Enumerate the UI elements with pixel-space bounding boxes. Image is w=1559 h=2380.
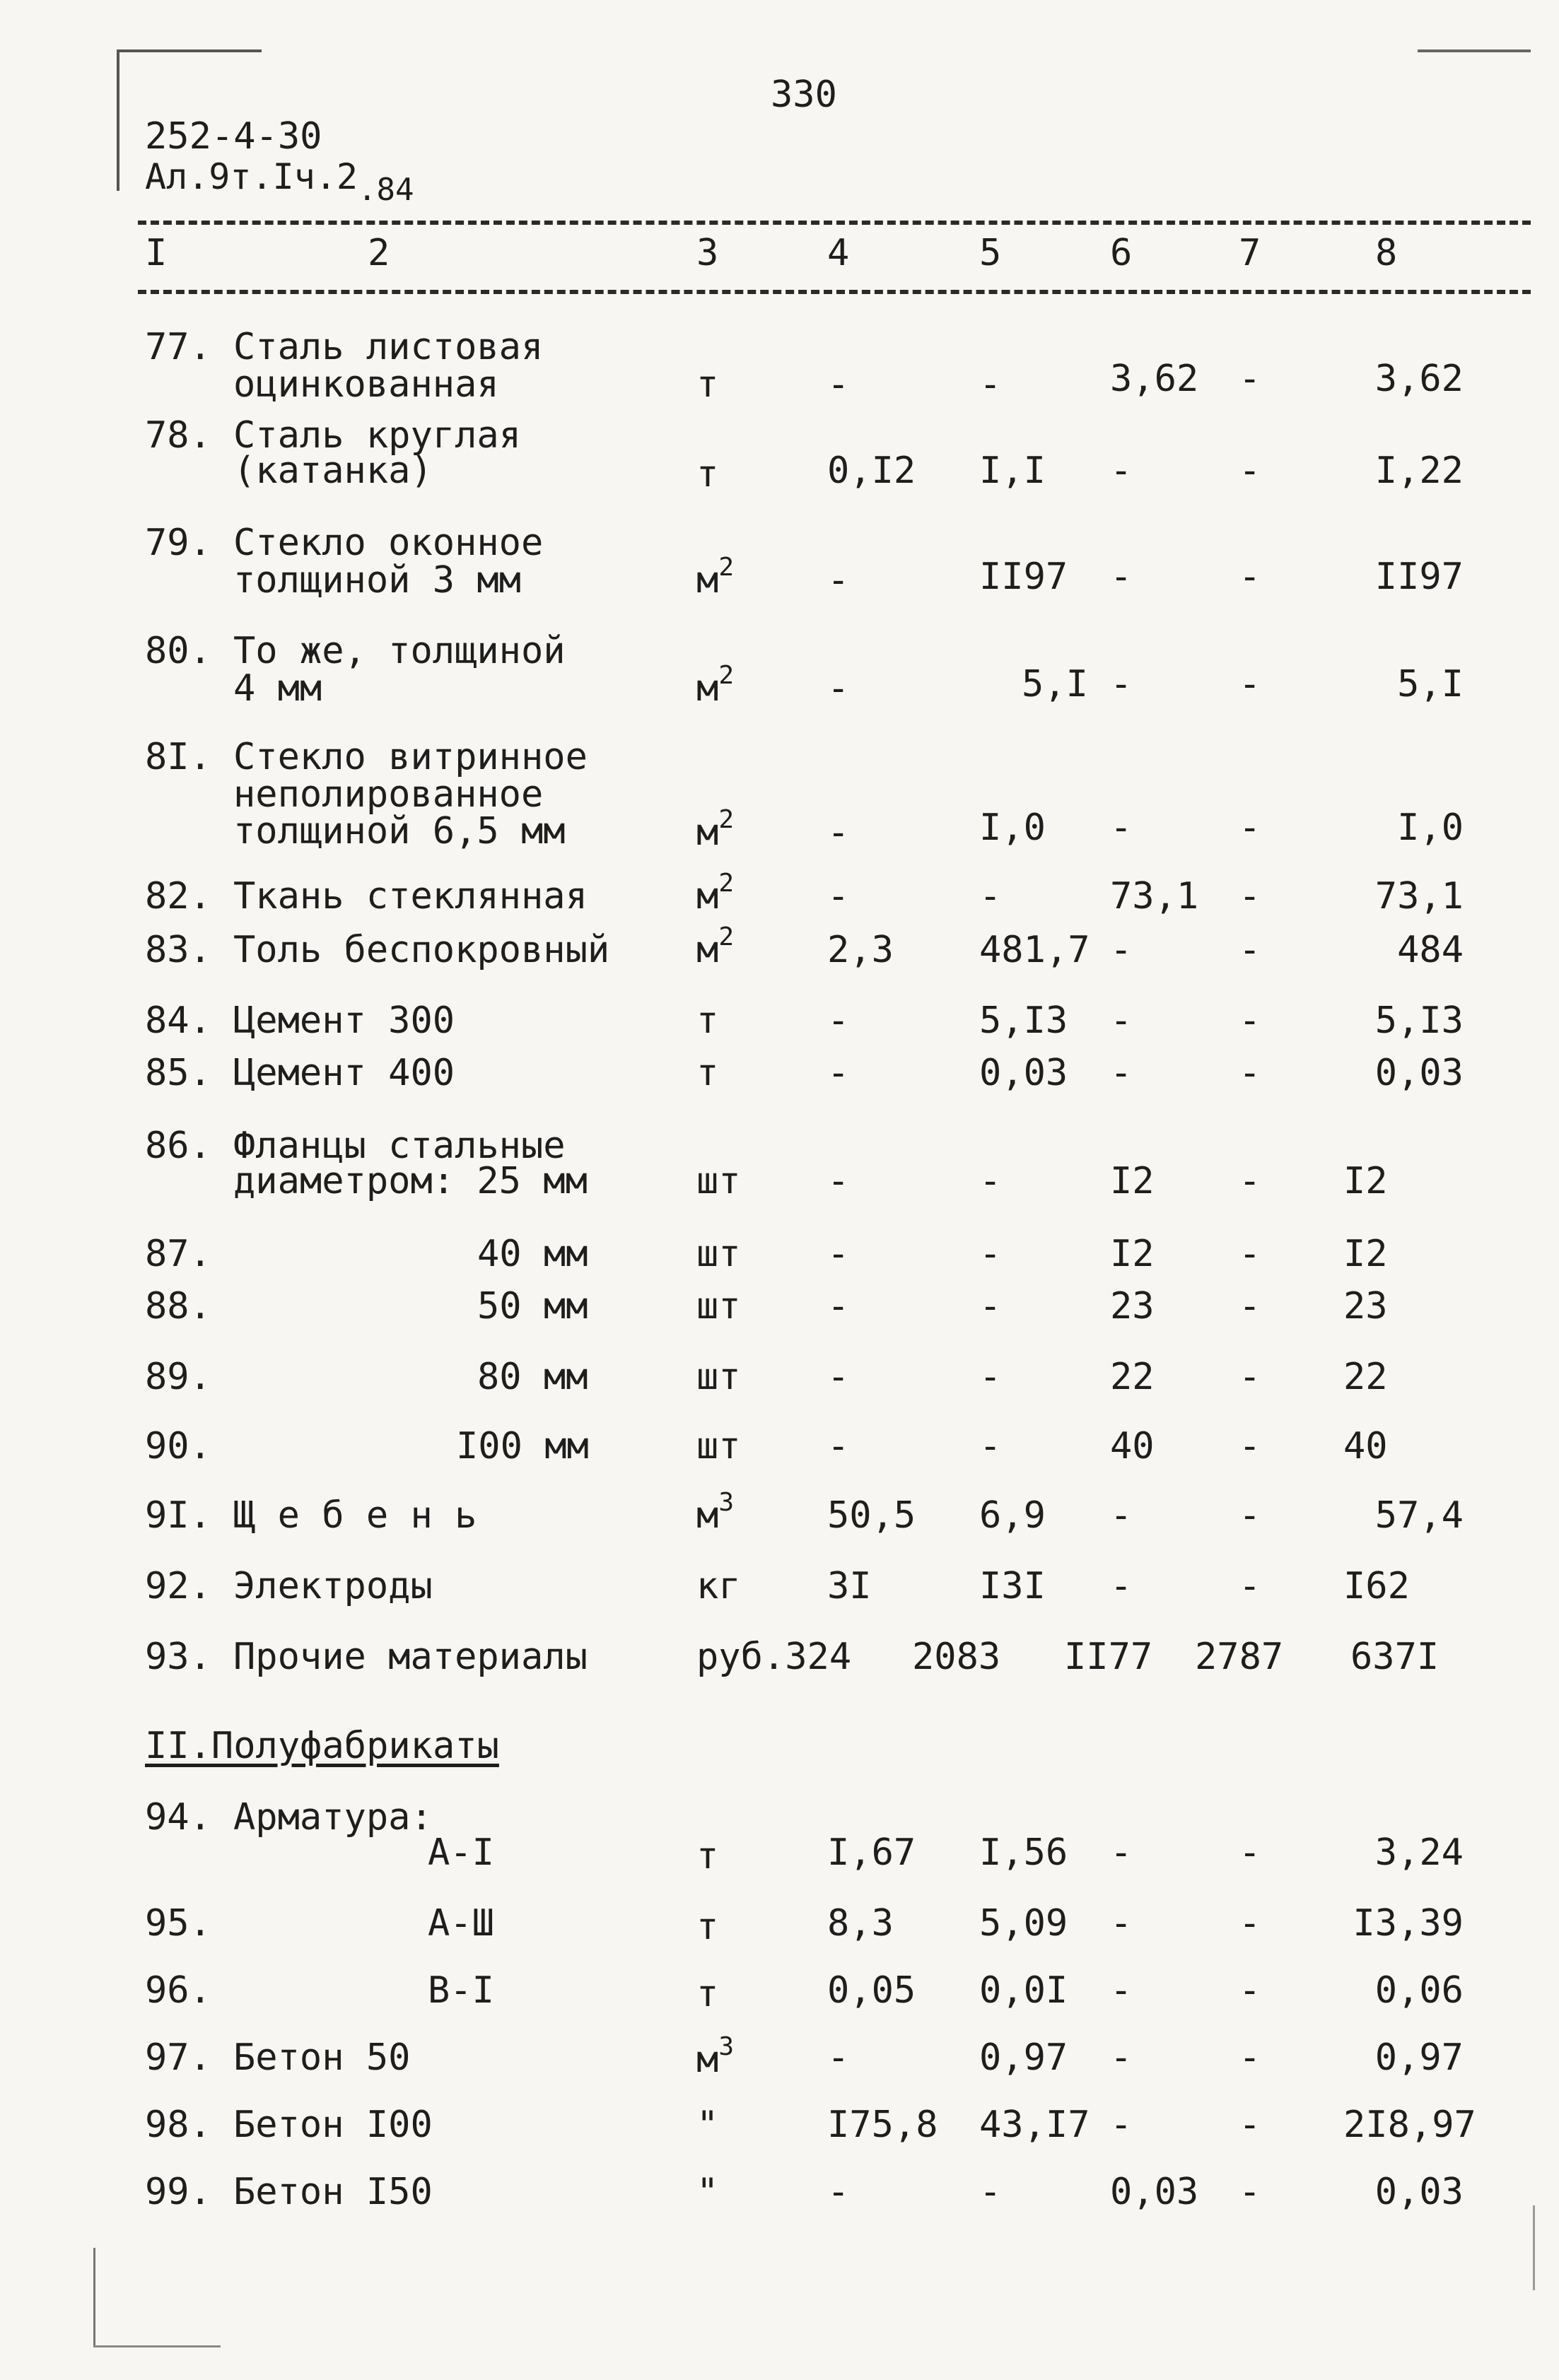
material-name: Бетон I50: [233, 2171, 433, 2213]
value-cell: 481,7: [979, 929, 1090, 971]
total-cell: I,22: [1374, 450, 1464, 492]
value-cell: I,67: [827, 1831, 916, 1874]
value-cell: -: [1239, 556, 1261, 598]
material-name: Толь беспокровный: [233, 929, 610, 971]
value-cell: 8,3: [827, 1902, 894, 1945]
value-cell: -: [1110, 1494, 1133, 1537]
column-header: I: [145, 232, 168, 274]
value-cell: -: [1110, 556, 1133, 598]
value-cell: -: [1110, 1052, 1133, 1094]
value-cell: -: [827, 1160, 850, 1202]
row-number: 85.: [145, 1052, 211, 1094]
unit-base: м: [696, 929, 719, 971]
value-cell: -: [1239, 1356, 1261, 1398]
unit-exponent: 2: [718, 553, 734, 582]
value-cell: -: [1239, 1565, 1261, 1607]
value-cell: -: [979, 1425, 1002, 1467]
table-header-rule: [138, 221, 1531, 225]
unit-base: м: [696, 875, 719, 918]
material-name: То же, толщиной: [233, 630, 566, 672]
material-name: Бетон 50: [233, 2036, 411, 2079]
unit-cell: шт: [696, 1160, 741, 1202]
value-cell: -: [827, 1285, 850, 1327]
value-cell: -: [1239, 807, 1261, 849]
unit-base: м: [696, 667, 719, 710]
value-cell: 0,0I: [979, 1969, 1068, 2012]
page-number: 330: [771, 74, 837, 116]
value-cell: 73,1: [1110, 875, 1199, 918]
value-cell: -: [827, 1233, 850, 1275]
material-name: В-I: [428, 1969, 494, 2012]
material-name: Бетон I00: [233, 2104, 433, 2146]
material-name: Стекло оконное: [233, 522, 544, 564]
value-cell: -: [1239, 2171, 1261, 2213]
total-cell: 5,I: [1397, 663, 1464, 705]
value-cell: -: [1239, 1233, 1261, 1275]
row-number: 82.: [145, 875, 211, 918]
value-cell: 6,9: [979, 1494, 1046, 1537]
value-cell: 0,I2: [827, 450, 916, 492]
material-name: (катанка): [233, 450, 433, 492]
total-cell: 0,03: [1374, 2171, 1464, 2213]
value-cell: 2787: [1195, 1636, 1284, 1678]
unit-cell: [696, 2032, 734, 2082]
column-header: 4: [827, 232, 850, 274]
total-cell: 5,I3: [1374, 1000, 1464, 1042]
total-cell: 0,03: [1374, 1052, 1464, 1094]
unit-cell: т: [696, 1052, 719, 1094]
unit-cell: [696, 553, 734, 603]
column-header: 5: [979, 232, 1002, 274]
total-cell: I,0: [1397, 807, 1464, 849]
total-cell: 3,62: [1374, 358, 1464, 400]
material-name: Щ е б е н ь: [233, 1494, 477, 1537]
unit-cell: т: [696, 363, 719, 406]
value-cell: -: [827, 875, 850, 918]
row-number: 9I.: [145, 1494, 211, 1537]
column-header: 7: [1239, 232, 1261, 274]
value-cell: -: [827, 2036, 850, 2079]
unit-exponent: 2: [718, 922, 734, 951]
unit-cell: ": [696, 2104, 719, 2146]
unit-exponent: 2: [718, 805, 734, 834]
row-number: 93.: [145, 1636, 211, 1678]
value-cell: -: [1239, 2036, 1261, 2079]
row-number: 95.: [145, 1902, 211, 1945]
row-number: 80.: [145, 630, 211, 672]
unit-cell: т: [696, 453, 719, 496]
value-cell: -: [1110, 450, 1133, 492]
value-cell: -: [827, 1000, 850, 1042]
row-number: 78.: [145, 414, 211, 457]
total-cell: 0,06: [1374, 1969, 1464, 2012]
total-cell: 637I: [1350, 1636, 1440, 1678]
total-cell: I2: [1343, 1160, 1388, 1202]
value-cell: 0,97: [979, 2036, 1068, 2079]
total-cell: 2I8,97: [1343, 2104, 1476, 2146]
total-cell: II97: [1374, 556, 1464, 598]
row-number: 94.: [145, 1796, 211, 1839]
value-cell: -: [1110, 663, 1133, 705]
value-cell: 3I: [827, 1565, 872, 1607]
material-name: Арматура:: [233, 1796, 433, 1839]
value-cell: -: [1239, 1052, 1261, 1094]
value-cell: -: [1110, 2036, 1133, 2079]
value-cell: -: [979, 1233, 1002, 1275]
value-cell: -: [1110, 1902, 1133, 1945]
value-cell: -: [827, 2171, 850, 2213]
unit-cell: т: [696, 1906, 719, 1948]
column-header: 8: [1375, 232, 1398, 274]
total-cell: 22: [1343, 1356, 1388, 1398]
row-number: 96.: [145, 1969, 211, 2012]
value-cell: 5,I: [1022, 663, 1088, 705]
unit-base: м: [696, 2039, 719, 2081]
unit-cell: шт: [696, 1425, 741, 1467]
value-cell: -: [827, 1356, 850, 1398]
row-number: 86.: [145, 1125, 211, 1167]
value-cell: I3I: [979, 1565, 1046, 1607]
column-header: 3: [696, 232, 719, 274]
scan-border: [117, 49, 119, 191]
total-cell: I62: [1343, 1565, 1410, 1607]
material-name: Цемент 300: [233, 1000, 455, 1042]
value-cell: -: [827, 1425, 850, 1467]
unit-cell: т: [696, 1000, 719, 1042]
unit-cell: ": [696, 2171, 719, 2213]
value-cell: 2,3: [827, 929, 894, 971]
value-cell: 0,03: [979, 1052, 1068, 1094]
unit-cell: руб.324: [696, 1636, 852, 1678]
scan-border: [1533, 2205, 1535, 2290]
value-cell: -: [827, 667, 850, 710]
material-name: Прочие материалы: [233, 1636, 588, 1678]
material-name: толщиной 6,5 мм: [233, 810, 566, 852]
value-cell: I2: [1110, 1160, 1155, 1202]
material-name: неполированное: [233, 773, 544, 816]
unit-cell: [696, 1488, 734, 1538]
total-cell: 40: [1343, 1425, 1388, 1467]
value-cell: 22: [1110, 1356, 1155, 1398]
value-cell: -: [1110, 1831, 1133, 1874]
value-cell: -: [1110, 2104, 1133, 2146]
value-cell: -: [827, 1052, 850, 1094]
material-name: Фланцы стальные: [233, 1125, 566, 1167]
document-code: 252-4-30: [145, 115, 322, 158]
value-cell: -: [1110, 1565, 1133, 1607]
unit-cell: [696, 805, 734, 855]
row-number: 89.: [145, 1356, 211, 1398]
column-header: 2: [368, 232, 390, 274]
row-number: 97.: [145, 2036, 211, 2079]
value-cell: -: [1239, 1160, 1261, 1202]
value-cell: -: [827, 811, 850, 854]
value-cell: I,0: [979, 807, 1046, 849]
value-cell: I,56: [979, 1831, 1068, 1874]
value-cell: 50,5: [827, 1494, 916, 1537]
value-cell: -: [1239, 875, 1261, 918]
value-cell: 40: [1110, 1425, 1155, 1467]
row-number: 92.: [145, 1565, 211, 1607]
value-cell: I75,8: [827, 2104, 938, 2146]
value-cell: -: [1110, 807, 1133, 849]
total-cell: 484: [1397, 929, 1464, 971]
value-cell: 0,03: [1110, 2171, 1199, 2213]
value-cell: II77: [1064, 1636, 1153, 1678]
scan-border: [1418, 49, 1531, 52]
unit-cell: шт: [696, 1233, 741, 1275]
unit-cell: т: [696, 1973, 719, 2015]
material-name: 80 мм: [477, 1356, 588, 1398]
value-cell: 0,05: [827, 1969, 916, 2012]
unit-cell: [696, 661, 734, 711]
value-cell: 3,62: [1110, 358, 1199, 400]
table-header-rule: [138, 290, 1531, 294]
material-name: Цемент 400: [233, 1052, 455, 1094]
material-name: 4 мм: [233, 667, 322, 710]
row-number: 99.: [145, 2171, 211, 2213]
row-number: 8I.: [145, 736, 211, 778]
value-cell: -: [979, 1160, 1002, 1202]
unit-cell: [696, 922, 734, 973]
unit-cell: т: [696, 1835, 719, 1877]
total-cell: 23: [1343, 1285, 1388, 1327]
value-cell: 5,09: [979, 1902, 1068, 1945]
value-cell: I,I: [979, 450, 1046, 492]
value-cell: -: [1239, 2104, 1261, 2146]
material-name: А-I: [428, 1831, 494, 1874]
value-cell: -: [1239, 1831, 1261, 1874]
value-cell: -: [1110, 1000, 1133, 1042]
value-cell: -: [1239, 358, 1261, 400]
value-cell: -: [979, 363, 1002, 406]
row-number: 88.: [145, 1285, 211, 1327]
value-cell: -: [1239, 1000, 1261, 1042]
document-subcode-suffix: .84: [358, 172, 414, 208]
total-cell: 0,97: [1374, 2036, 1464, 2079]
scan-border: [117, 49, 262, 52]
value-cell: -: [827, 559, 850, 602]
value-cell: 5,I3: [979, 1000, 1068, 1042]
total-cell: 73,1: [1374, 875, 1464, 918]
value-cell: -: [1110, 1969, 1133, 2012]
unit-cell: шт: [696, 1285, 741, 1327]
unit-exponent: 3: [718, 2032, 734, 2061]
unit-cell: [696, 869, 734, 919]
unit-exponent: 3: [718, 1488, 734, 1517]
unit-exponent: 2: [718, 661, 734, 690]
total-cell: I3,39: [1353, 1902, 1464, 1945]
row-number: 84.: [145, 1000, 211, 1042]
value-cell: -: [979, 875, 1002, 918]
row-number: 79.: [145, 522, 211, 564]
material-name: Электроды: [233, 1565, 433, 1607]
section-title: II.Полуфабрикаты: [145, 1725, 499, 1767]
row-number: 98.: [145, 2104, 211, 2146]
material-name: Стекло витринное: [233, 736, 588, 778]
value-cell: 23: [1110, 1285, 1155, 1327]
row-number: 87.: [145, 1233, 211, 1275]
document-subcode: [145, 156, 414, 208]
value-cell: -: [1239, 1494, 1261, 1537]
unit-base: м: [696, 559, 719, 602]
value-cell: -: [979, 1285, 1002, 1327]
value-cell: -: [1239, 1902, 1261, 1945]
total-cell: 3,24: [1374, 1831, 1464, 1874]
value-cell: I2: [1110, 1233, 1155, 1275]
material-name: 50 мм: [477, 1285, 588, 1327]
unit-base: м: [696, 1494, 719, 1537]
value-cell: -: [1239, 450, 1261, 492]
value-cell: 2083: [912, 1636, 1001, 1678]
value-cell: 43,I7: [979, 2104, 1090, 2146]
row-number: 90.: [145, 1425, 211, 1467]
value-cell: -: [1239, 1425, 1261, 1467]
unit-cell: кг: [696, 1565, 741, 1607]
total-cell: 57,4: [1374, 1494, 1464, 1537]
value-cell: -: [1239, 1285, 1261, 1327]
material-name: Сталь круглая: [233, 414, 521, 457]
material-name: I00 мм: [456, 1425, 589, 1467]
row-number: 77.: [145, 326, 211, 368]
value-cell: -: [1239, 663, 1261, 705]
value-cell: -: [1239, 1969, 1261, 2012]
unit-cell: шт: [696, 1356, 741, 1398]
value-cell: -: [1110, 929, 1133, 971]
material-name: Сталь листовая: [233, 326, 544, 368]
value-cell: II97: [979, 556, 1068, 598]
material-name: Ткань стеклянная: [233, 875, 588, 918]
material-name: толщиной 3 мм: [233, 559, 521, 602]
material-name: 40 мм: [477, 1233, 588, 1275]
total-cell: I2: [1343, 1233, 1388, 1275]
row-number: 83.: [145, 929, 211, 971]
column-header: 6: [1110, 232, 1133, 274]
material-name: А-Ш: [428, 1902, 494, 1945]
material-name: оцинкованная: [233, 363, 499, 406]
unit-exponent: 2: [718, 869, 734, 898]
scan-border: [93, 2345, 221, 2347]
value-cell: -: [827, 363, 850, 406]
value-cell: -: [1239, 929, 1261, 971]
value-cell: -: [979, 2171, 1002, 2213]
material-name: диаметром: 25 мм: [233, 1160, 588, 1202]
scan-border: [93, 2248, 95, 2347]
unit-base: м: [696, 811, 719, 854]
document-subcode-main: Ал.9т.Iч.2: [145, 156, 358, 197]
value-cell: -: [979, 1356, 1002, 1398]
